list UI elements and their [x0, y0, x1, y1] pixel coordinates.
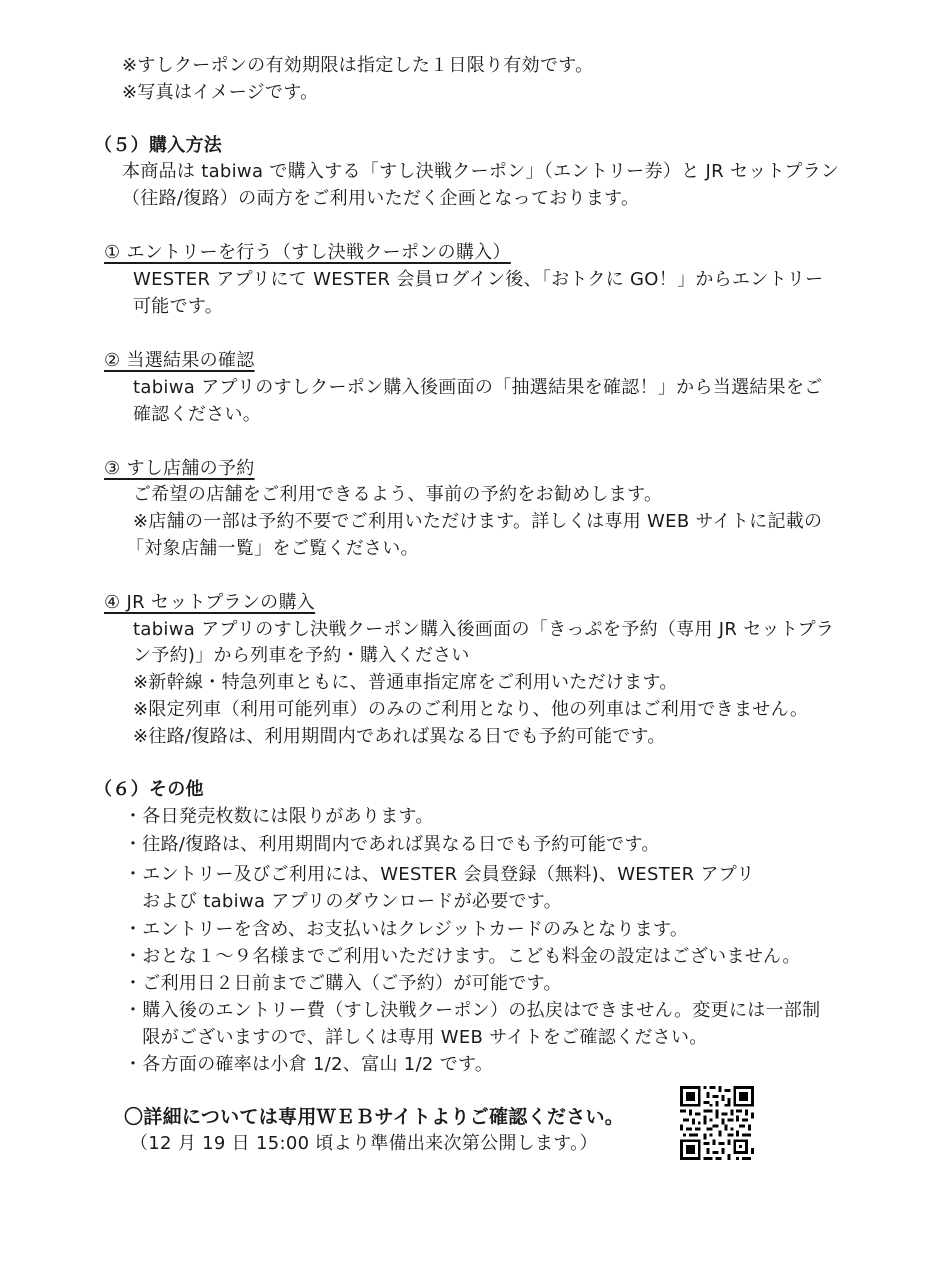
- step3-text: ※店舗の一部は予約不要でご利用いただけます。詳しくは専用 WEB サイトに記載の: [133, 511, 823, 532]
- step4-text: ン予約)」から列車を予約・購入ください: [133, 645, 470, 666]
- step3-text: 「対象店舗一覧」をご覧ください。: [126, 538, 419, 559]
- section6-heading: （６）その他: [94, 779, 204, 800]
- step4-text: tabiwa アプリのすし決戦クーポン購入後画面の「きっぷを予約（専用 JR セットプラ: [133, 619, 835, 640]
- step4-text: ※新幹線・特急列車ともに、普通車指定席をご利用いただけます。: [133, 672, 678, 693]
- section6-bullet: ・各方面の確率は小倉 1/2、富山 1/2 です。: [124, 1054, 494, 1075]
- section5-intro-line: 本商品は tabiwa で購入する「すし決戦クーポン」（エントリー券）と JR セットプラン: [122, 161, 840, 182]
- step3-text: ご希望の店舗をご利用できるよう、事前の予約をお勧めします。: [133, 484, 663, 505]
- section6-bullet: ・往路/復路は、利用期間内であれば異なる日でも予約可能です。: [124, 834, 660, 855]
- section6-bullet: ・購入後のエントリー費（すし決戦クーポン）の払戻はできません。変更には一部制: [124, 1000, 821, 1021]
- qr-code-icon[interactable]: [680, 1086, 754, 1160]
- step4-text: ※限定列車（利用可能列車）のみのご利用となり、他の列車はご利用できません。: [133, 699, 809, 720]
- footer-publish-note: （12 月 19 日 15:00 頃より準備出来次第公開します。）: [130, 1133, 598, 1154]
- section6-bullet: および tabiwa アプリのダウンロードが必要です。: [124, 891, 562, 912]
- section6-bullet: ・ご利用日２日前までご購入（ご予約）が可能です。: [124, 973, 562, 994]
- step1-title: ① エントリーを行う（すし決戦クーポンの購入）: [104, 242, 511, 263]
- section6-bullet: ・各日発売枚数には限りがあります。: [124, 806, 434, 827]
- footer-website-notice: 〇詳細については専用ＷＥＢサイトよりご確認ください。: [124, 1106, 625, 1128]
- step2-text: tabiwa アプリのすしクーポン購入後画面の「抽選結果を確認！」から当選結果をご: [133, 377, 823, 398]
- section6-bullet: ・エントリー及びご利用には、WESTER 会員登録（無料)、WESTER アプリ: [124, 864, 755, 885]
- step2-title: ② 当選結果の確認: [104, 350, 255, 371]
- step1-text: 可能です。: [133, 296, 224, 317]
- step3-title: ③ すし店舗の予約: [104, 458, 255, 479]
- note-coupon-validity: ※すしクーポンの有効期限は指定した１日限り有効です。: [122, 55, 594, 76]
- step2-text: 確認ください。: [133, 404, 262, 425]
- section5-intro-line: （往路/復路）の両方をご利用いただく企画となっております。: [122, 188, 640, 209]
- section5-heading: （５）購入方法: [94, 135, 223, 156]
- step1-text: WESTER アプリにて WESTER 会員ログイン後、「おトクに GO！」からエントリー: [133, 269, 824, 290]
- step4-title: ④ JR セットプランの購入: [104, 592, 316, 613]
- note-photo-image: ※写真はイメージです。: [122, 82, 319, 103]
- section6-bullet: ・エントリーを含め、お支払いはクレジットカードのみとなります。: [124, 919, 689, 940]
- section6-bullet: 限がございますので、詳しくは専用 WEB サイトをご確認ください。: [124, 1027, 708, 1048]
- section6-bullet: ・おとな１～９名様までご利用いただけます。こども料金の設定はございません。: [124, 946, 801, 967]
- step4-text: ※往路/復路は、利用期間内であれば異なる日でも予約可能です。: [133, 726, 666, 747]
